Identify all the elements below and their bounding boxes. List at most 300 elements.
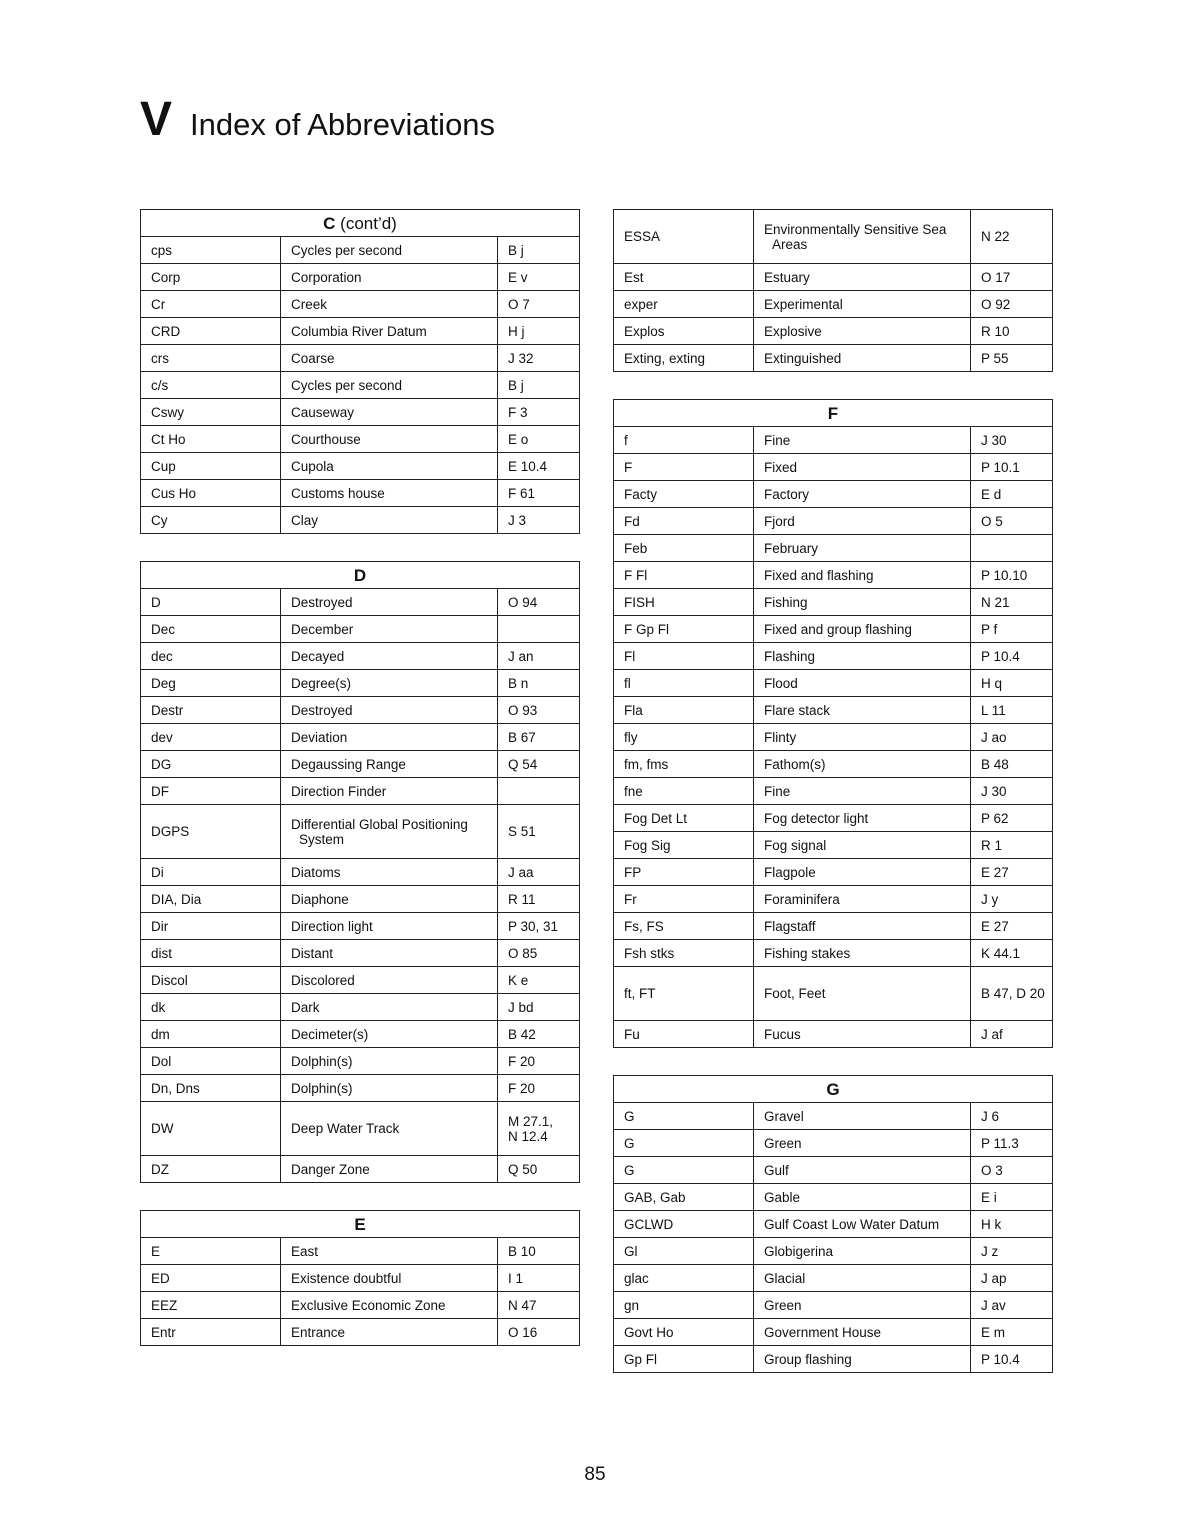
meaning-cell-text: Flagstaff	[764, 918, 816, 934]
meaning-cell	[281, 318, 498, 345]
reference-cell-text: J av	[981, 1297, 1006, 1313]
meaning-cell	[754, 913, 971, 940]
abbreviation-cell-text: Ct Ho	[151, 431, 186, 447]
table-row	[141, 778, 580, 805]
table-row	[614, 832, 1053, 859]
reference-cell-text: P f	[981, 621, 998, 637]
reference-cell-text: E v	[508, 269, 528, 285]
table-row	[614, 481, 1053, 508]
abbreviation-cell	[614, 670, 754, 697]
table-row	[614, 1238, 1053, 1265]
abbreviation-cell	[141, 616, 281, 643]
abbreviation-cell-text: Govt Ho	[624, 1324, 674, 1340]
reference-cell	[498, 480, 580, 507]
table-row	[614, 264, 1053, 291]
meaning-cell	[754, 778, 971, 805]
reference-cell	[498, 1075, 580, 1102]
abbreviation-cell	[614, 291, 754, 318]
reference-cell	[971, 1346, 1053, 1373]
reference-cell-text: B 42	[508, 1026, 536, 1042]
abbreviation-cell-text: Fog Det Lt	[624, 810, 688, 826]
abbreviation-cell	[141, 237, 281, 264]
table-row	[141, 1156, 580, 1183]
table-row	[141, 697, 580, 724]
table-row	[141, 1265, 580, 1292]
abbreviation-cell-text: Fl	[624, 648, 636, 664]
reference-cell-text: H k	[981, 1216, 1002, 1232]
section-header-row	[614, 400, 1053, 427]
abbreviation-cell	[141, 1292, 281, 1319]
abbreviation-cell-text: E	[151, 1243, 161, 1259]
meaning-cell	[754, 1103, 971, 1130]
meaning-cell-text: Government House	[764, 1324, 882, 1340]
reference-cell-text: J 30	[981, 432, 1007, 448]
reference-cell	[971, 643, 1053, 670]
abbreviation-cell	[614, 318, 754, 345]
meaning-cell	[281, 1238, 498, 1265]
abbreviation-cell	[141, 589, 281, 616]
meaning-cell	[754, 1238, 971, 1265]
abbreviation-cell-text: G	[624, 1108, 635, 1124]
abbreviation-cell	[614, 481, 754, 508]
abbreviation-cell-text: DF	[151, 783, 169, 799]
abbreviation-cell	[614, 616, 754, 643]
meaning-cell-text: Degree(s)	[291, 675, 352, 691]
meaning-cell-text: Cycles per second	[291, 377, 403, 393]
reference-cell	[498, 697, 580, 724]
section-header-letter: D	[353, 565, 367, 585]
abbreviation-cell	[614, 210, 754, 264]
abbreviation-cell-text: DG	[151, 756, 172, 772]
abbreviation-cell-text: Facty	[624, 486, 658, 502]
abbreviation-cell	[141, 264, 281, 291]
meaning-cell	[281, 751, 498, 778]
meaning-cell-text: Gulf Coast Low Water Datum	[764, 1216, 940, 1232]
reference-cell	[971, 1184, 1053, 1211]
section-letter: V	[140, 93, 173, 146]
table-row	[141, 616, 580, 643]
meaning-cell	[754, 805, 971, 832]
meaning-cell	[754, 886, 971, 913]
abbreviation-cell-text: Fla	[624, 702, 643, 718]
table-row	[141, 1292, 580, 1319]
reference-cell-text: Q 50	[508, 1161, 538, 1177]
table-row	[614, 751, 1053, 778]
meaning-cell-text: Clay	[291, 512, 319, 528]
table-row	[141, 453, 580, 480]
reference-cell-text: P 62	[981, 810, 1009, 826]
page-title	[140, 92, 495, 147]
abbreviation-cell	[141, 940, 281, 967]
meaning-cell-text: Explosive	[764, 323, 822, 339]
abbreviation-cell-text: gn	[624, 1297, 640, 1313]
meaning-cell	[754, 589, 971, 616]
meaning-cell-text: Diaphone	[291, 891, 349, 907]
table-row	[614, 427, 1053, 454]
table-row	[614, 1184, 1053, 1211]
abbreviation-cell-text: ft, FT	[624, 986, 656, 1001]
meaning-cell	[281, 886, 498, 913]
meaning-cell-text: Deviation	[291, 729, 348, 745]
meaning-cell-text: Flinty	[764, 729, 797, 745]
table-row	[614, 616, 1053, 643]
meaning-cell-text: Creek	[291, 296, 328, 312]
table-row	[614, 1211, 1053, 1238]
meaning-cell	[754, 940, 971, 967]
abbreviation-cell-text: glac	[624, 1270, 649, 1286]
reference-cell	[971, 454, 1053, 481]
reference-cell-text: E i	[981, 1189, 997, 1205]
abbreviation-table	[613, 1075, 1053, 1373]
reference-cell-text: R 1	[981, 837, 1003, 853]
abbreviation-cell-text: Cswy	[151, 404, 184, 420]
abbreviation-cell	[141, 697, 281, 724]
meaning-cell	[281, 1075, 498, 1102]
meaning-cell-text-line2: System	[299, 831, 345, 847]
abbreviation-cell-text: Cus Ho	[151, 485, 197, 501]
meaning-cell	[281, 994, 498, 1021]
table-row	[614, 778, 1053, 805]
reference-cell	[971, 264, 1053, 291]
abbreviation-cell-text: Discol	[151, 972, 188, 988]
abbreviation-cell	[141, 1102, 281, 1156]
abbreviation-cell-text: CRD	[151, 323, 181, 339]
table-row	[141, 1021, 580, 1048]
abbreviation-cell-text: exper	[624, 296, 658, 312]
meaning-cell	[281, 589, 498, 616]
table-row	[141, 859, 580, 886]
reference-cell	[498, 967, 580, 994]
abbreviation-cell-text: dist	[151, 945, 173, 961]
abbreviation-cell-text: dev	[151, 729, 173, 745]
meaning-cell-text: Fishing	[764, 594, 808, 610]
table-row	[141, 994, 580, 1021]
table-row	[141, 940, 580, 967]
table-row	[614, 1265, 1053, 1292]
meaning-cell-text: Dark	[291, 999, 320, 1015]
abbreviation-cell-text: GCLWD	[624, 1216, 674, 1232]
reference-cell-text: P 30, 31	[508, 918, 559, 934]
reference-cell-text: P 10.10	[981, 567, 1028, 583]
meaning-cell-text: Decayed	[291, 648, 345, 664]
meaning-cell-text: Fathom(s)	[764, 756, 826, 772]
abbreviation-cell-text: EEZ	[151, 1297, 178, 1313]
meaning-cell-text: Danger Zone	[291, 1161, 370, 1177]
abbreviation-cell-text: F	[624, 459, 633, 475]
abbreviation-cell	[614, 427, 754, 454]
abbreviation-cell-text: Est	[624, 269, 644, 285]
meaning-cell	[754, 291, 971, 318]
table-row	[614, 1021, 1053, 1048]
table-row	[141, 399, 580, 426]
abbreviation-cell	[614, 967, 754, 1021]
meaning-cell-text: Direction light	[291, 918, 373, 934]
section-header-row	[141, 1211, 580, 1238]
table-row	[614, 1130, 1053, 1157]
meaning-cell-text: Diatoms	[291, 864, 341, 880]
reference-cell	[971, 940, 1053, 967]
table-row	[614, 318, 1053, 345]
section-header-row	[141, 562, 580, 589]
reference-cell	[498, 751, 580, 778]
abbreviation-table	[613, 399, 1053, 1048]
reference-cell-text: F 61	[508, 485, 536, 501]
reference-cell	[971, 1292, 1053, 1319]
reference-cell-text: E 27	[981, 864, 1009, 880]
table-row	[141, 372, 580, 399]
abbreviation-cell-text: Di	[151, 864, 164, 880]
meaning-cell	[754, 670, 971, 697]
reference-cell	[498, 426, 580, 453]
meaning-cell-text: Extinguished	[764, 350, 842, 366]
meaning-cell-text: Cupola	[291, 458, 334, 474]
meaning-cell	[281, 1156, 498, 1183]
meaning-cell-text: Group flashing	[764, 1351, 852, 1367]
abbreviation-cell	[614, 1346, 754, 1373]
table-row	[614, 913, 1053, 940]
reference-cell	[971, 832, 1053, 859]
section-header-row	[141, 210, 580, 237]
abbreviation-cell	[141, 670, 281, 697]
reference-cell	[498, 1319, 580, 1346]
abbreviation-cell	[614, 940, 754, 967]
abbreviation-cell	[614, 805, 754, 832]
meaning-cell-text: Fine	[764, 432, 791, 448]
reference-cell-text: H j	[508, 323, 525, 339]
reference-cell-text: O 5	[981, 513, 1003, 529]
table-row	[614, 589, 1053, 616]
table-row	[614, 1346, 1053, 1373]
abbreviation-cell	[141, 1021, 281, 1048]
reference-cell	[971, 1238, 1053, 1265]
section-header-suffix: (cont’d)	[335, 213, 397, 233]
abbreviation-cell-text: ESSA	[624, 229, 661, 244]
abbreviation-cell	[614, 886, 754, 913]
meaning-cell	[281, 778, 498, 805]
meaning-cell-text: Experimental	[764, 296, 843, 312]
meaning-cell	[281, 1102, 498, 1156]
meaning-cell-text: Dolphin(s)	[291, 1053, 353, 1069]
section-header	[141, 210, 580, 237]
reference-cell-text: B 10	[508, 1243, 536, 1259]
reference-cell-text: J ap	[981, 1270, 1007, 1286]
table-row	[614, 670, 1053, 697]
meaning-cell	[281, 264, 498, 291]
abbreviation-cell	[141, 372, 281, 399]
abbreviation-cell	[141, 994, 281, 1021]
meaning-cell	[281, 507, 498, 534]
abbreviation-cell	[141, 345, 281, 372]
abbreviation-cell	[614, 1211, 754, 1238]
table-row	[141, 1319, 580, 1346]
abbreviation-table	[613, 209, 1053, 372]
abbreviation-cell-text: Fu	[624, 1026, 640, 1042]
meaning-cell-text: Fixed	[764, 459, 798, 475]
table-row	[141, 345, 580, 372]
meaning-cell	[754, 751, 971, 778]
meaning-cell-text: Fjord	[764, 513, 795, 529]
abbreviation-cell-text: dk	[151, 999, 166, 1015]
reference-cell	[498, 264, 580, 291]
reference-cell-text: J af	[981, 1026, 1003, 1042]
reference-cell	[498, 589, 580, 616]
abbreviation-cell-text: Explos	[624, 323, 665, 339]
meaning-cell	[281, 940, 498, 967]
reference-cell-text: B j	[508, 242, 524, 258]
table-row	[614, 291, 1053, 318]
abbreviation-cell-text: Dol	[151, 1053, 172, 1069]
section-header	[614, 400, 1053, 427]
table-row	[614, 859, 1053, 886]
abbreviation-cell-text: Fog Sig	[624, 837, 671, 853]
reference-cell-text: R 10	[981, 323, 1010, 339]
abbreviation-cell-text: Destr	[151, 702, 184, 718]
table-row	[614, 1292, 1053, 1319]
table-row	[141, 724, 580, 751]
meaning-cell-text: February	[764, 540, 819, 556]
abbreviation-cell-text: DIA, Dia	[151, 891, 202, 907]
reference-cell-text: O 7	[508, 296, 530, 312]
reference-cell-text: E d	[981, 486, 1002, 502]
meaning-cell-text: Fog detector light	[764, 810, 869, 826]
reference-cell-text: R 11	[508, 891, 536, 907]
meaning-cell-text: Dolphin(s)	[291, 1080, 353, 1096]
reference-cell-text: P 10.4	[981, 1351, 1020, 1367]
reference-cell-text: L 11	[981, 702, 1006, 718]
abbreviation-cell	[141, 1238, 281, 1265]
reference-cell-text: P 10.1	[981, 459, 1020, 475]
abbreviation-cell	[614, 535, 754, 562]
abbreviation-cell	[141, 1265, 281, 1292]
abbreviation-cell-text: Fr	[624, 891, 637, 907]
reference-cell	[498, 1292, 580, 1319]
abbreviation-cell-text: DW	[151, 1121, 174, 1136]
abbreviation-cell	[141, 507, 281, 534]
reference-cell-text: F 3	[508, 404, 528, 420]
meaning-cell-text: Environmentally Sensitive Sea	[764, 221, 947, 237]
reference-cell	[498, 859, 580, 886]
reference-cell	[498, 616, 580, 643]
meaning-cell-text: Fishing stakes	[764, 945, 851, 961]
abbreviation-cell	[141, 1156, 281, 1183]
left-column	[140, 209, 579, 1373]
reference-cell	[498, 940, 580, 967]
meaning-cell	[754, 1021, 971, 1048]
table-row	[141, 643, 580, 670]
abbreviation-cell	[614, 345, 754, 372]
abbreviation-cell-text: Dn, Dns	[151, 1080, 200, 1096]
abbreviation-cell-text: Exting, exting	[624, 350, 706, 366]
meaning-cell-text: Foot, Feet	[764, 986, 826, 1001]
meaning-cell	[281, 616, 498, 643]
abbreviation-cell-text: Entr	[151, 1324, 176, 1340]
reference-cell	[971, 616, 1053, 643]
reference-cell-text: P 10.4	[981, 648, 1020, 664]
reference-cell-text: O 17	[981, 269, 1011, 285]
meaning-cell	[754, 859, 971, 886]
reference-cell	[971, 913, 1053, 940]
table-row	[614, 643, 1053, 670]
reference-cell-text: O 92	[981, 296, 1011, 312]
section-header-letter: F	[827, 403, 839, 423]
reference-cell	[971, 859, 1053, 886]
reference-cell	[498, 291, 580, 318]
table-row	[141, 589, 580, 616]
meaning-cell	[281, 643, 498, 670]
abbreviation-cell	[614, 778, 754, 805]
meaning-cell-text: East	[291, 1243, 319, 1259]
meaning-cell-text: Destroyed	[291, 594, 353, 610]
meaning-cell-text: Courthouse	[291, 431, 361, 447]
abbreviation-cell	[614, 562, 754, 589]
reference-cell	[498, 345, 580, 372]
abbreviation-cell-text: Fsh stks	[624, 945, 675, 961]
table-row	[141, 1075, 580, 1102]
abbreviation-cell-text: fl	[624, 675, 631, 691]
abbreviation-cell	[614, 1184, 754, 1211]
reference-cell-text: J z	[981, 1243, 999, 1259]
meaning-cell	[281, 453, 498, 480]
table-row	[141, 291, 580, 318]
meaning-cell-text: Customs house	[291, 485, 385, 501]
meaning-cell	[754, 1265, 971, 1292]
reference-cell	[971, 778, 1053, 805]
abbreviation-cell	[141, 967, 281, 994]
abbreviation-cell-text: dm	[151, 1026, 170, 1042]
abbreviation-table	[140, 1210, 580, 1346]
table-row	[141, 670, 580, 697]
reference-cell	[498, 994, 580, 1021]
reference-cell-text: B 48	[981, 756, 1009, 772]
meaning-cell	[754, 345, 971, 372]
abbreviation-cell	[614, 1103, 754, 1130]
meaning-cell	[754, 535, 971, 562]
table-row	[614, 886, 1053, 913]
meaning-cell	[281, 697, 498, 724]
reference-cell	[971, 1157, 1053, 1184]
abbreviation-cell	[141, 778, 281, 805]
meaning-cell	[281, 1319, 498, 1346]
table-row	[614, 508, 1053, 535]
reference-cell	[498, 778, 580, 805]
abbreviation-cell	[614, 859, 754, 886]
abbreviation-cell-text: c/s	[151, 377, 169, 393]
table-row	[614, 940, 1053, 967]
table-row	[141, 426, 580, 453]
reference-cell-text: N 21	[981, 594, 1010, 610]
reference-cell-text: J y	[981, 891, 999, 907]
reference-cell	[498, 507, 580, 534]
reference-cell	[971, 589, 1053, 616]
reference-cell	[498, 399, 580, 426]
reference-cell-text: O 16	[508, 1324, 538, 1340]
table-row	[141, 1048, 580, 1075]
abbreviation-cell-text: fne	[624, 783, 643, 799]
abbreviation-cell	[141, 643, 281, 670]
table-row	[141, 967, 580, 994]
reference-cell-text: K e	[508, 972, 529, 988]
reference-cell	[971, 1103, 1053, 1130]
section-header	[141, 562, 580, 589]
reference-cell-text: B 47, D 20	[981, 986, 1045, 1001]
abbreviation-cell	[614, 913, 754, 940]
reference-cell	[498, 1156, 580, 1183]
meaning-cell	[754, 508, 971, 535]
meaning-cell-text: Destroyed	[291, 702, 353, 718]
table-row	[141, 913, 580, 940]
abbreviation-cell	[614, 1319, 754, 1346]
abbreviation-cell	[614, 724, 754, 751]
